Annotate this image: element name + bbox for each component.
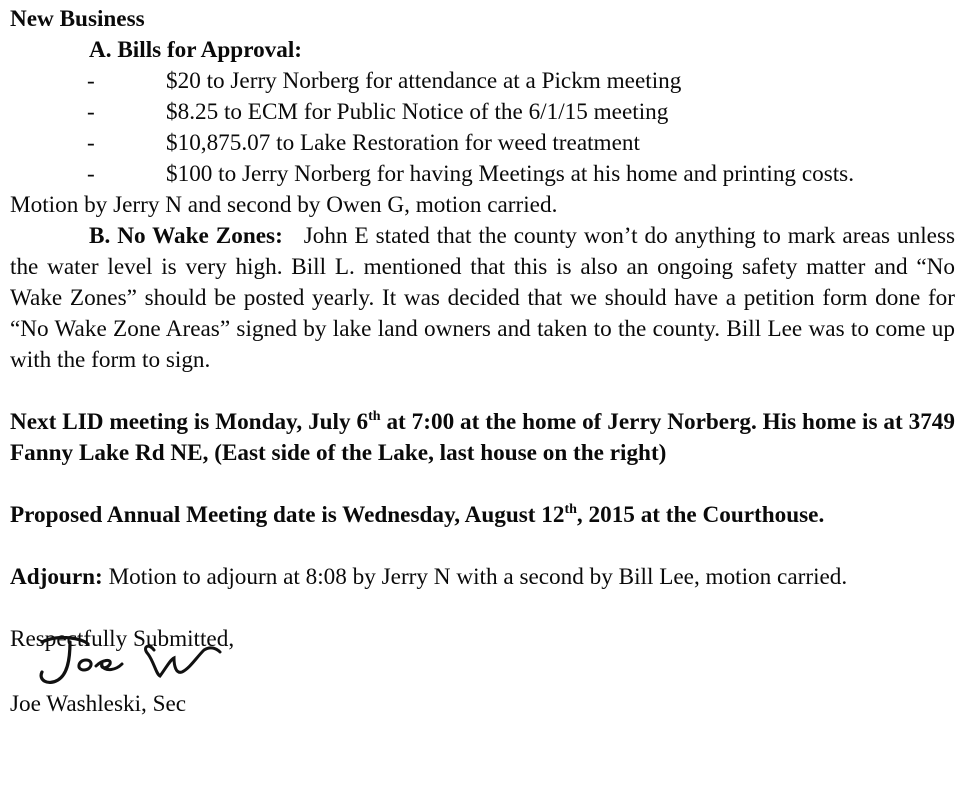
annual-meeting-text-1: Proposed Annual Meeting date is Wednesday, August 12 <box>10 502 565 528</box>
next-meeting-text-2: at 7:00 at the home of Jerry Norberg. His home is at 3749 Fanny Lake Rd NE, (East side of the Lake, last house on the right) <box>10 409 955 466</box>
bill-item <box>10 128 955 159</box>
bills-heading: A. Bills for Approval: <box>89 37 303 63</box>
adjourn-paragraph <box>10 562 955 593</box>
bill-dash: - <box>87 130 95 156</box>
new-business-heading: New Business <box>10 6 145 32</box>
annual-meeting-text-2: , 2015 at the Courthouse. <box>576 502 825 528</box>
minutes-page <box>10 4 955 720</box>
signature <box>36 636 236 692</box>
signature-stroke-oe <box>79 660 122 670</box>
next-meeting-text-1: Next LID meeting is Monday, July 6 <box>10 409 369 435</box>
adjourn-text: Motion to adjourn at 8:08 by Jerry N with a second by Bill Lee, motion carried. <box>102 564 848 590</box>
no-wake-text: John E stated that the county won’t do anything to mark areas unless the water level is very high. Bill L. mentioned that this is also an ongoing safety matter and “No Wake Zones” should be posted yearly. It was decided that we should have a petition form done for “No Wake Zone Areas” signed by lake land owners and taken to the county. Bill Lee was to come up with the form to sign. <box>10 223 955 373</box>
bill-text: $8.25 to ECM for Public Notice of the 6/1/15 meeting <box>166 99 669 125</box>
next-meeting-notice <box>10 407 955 469</box>
bill-text: $10,875.07 to Lake Restoration for weed treatment <box>166 130 640 156</box>
bill-dash: - <box>87 99 95 125</box>
bill-dash: - <box>87 68 95 94</box>
adjourn-label: Adjourn: <box>10 564 103 590</box>
annual-meeting-notice <box>10 500 955 531</box>
bill-item <box>10 159 955 190</box>
no-wake-heading: B. No Wake Zones: <box>89 223 283 249</box>
salutation-row <box>10 624 955 655</box>
salutation: Respectfully Submitted, <box>10 626 235 652</box>
no-wake-paragraph <box>10 221 955 376</box>
annual-meeting-ordinal: th <box>564 502 577 517</box>
bills-motion: Motion by Jerry N and second by Owen G, motion carried. <box>10 192 558 218</box>
bill-dash: - <box>87 161 95 187</box>
bill-text: $100 to Jerry Norberg for having Meetings at his home and printing costs. <box>166 161 854 187</box>
bill-item <box>10 66 955 97</box>
signer-name: Joe Washleski, Sec <box>10 691 187 717</box>
signature-stroke-w <box>146 646 220 676</box>
bill-item <box>10 97 955 128</box>
next-meeting-ordinal: th <box>368 409 381 424</box>
bill-text: $20 to Jerry Norberg for attendance at a Pickm meeting <box>166 68 682 94</box>
